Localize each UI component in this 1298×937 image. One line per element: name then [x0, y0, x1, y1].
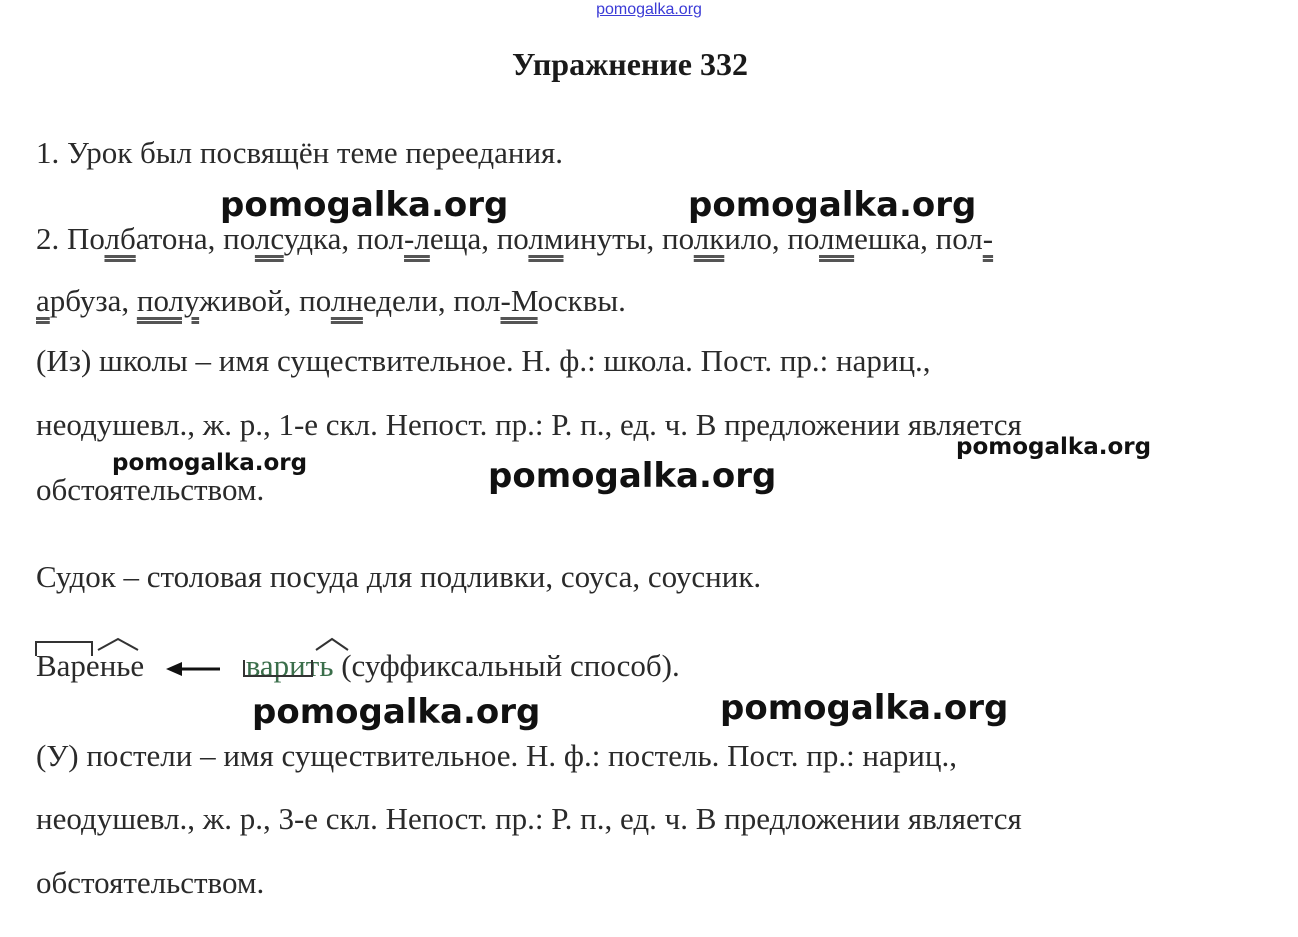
watermark: pomogalka.org	[720, 688, 1009, 728]
morpheme-marks-icon	[34, 636, 154, 660]
watermark: pomogalka.org	[112, 450, 308, 476]
text-line-7: Судок – столовая посуда для подливки, соуса, соусник.	[36, 559, 762, 594]
text-line-4: (Из) школы – имя существительное. Н. ф.: школа. Пост. пр.: нариц.,	[36, 343, 931, 378]
word-varit: варить	[246, 648, 334, 684]
text-line-2: 2. Полбатона, полсудка, пол-леща, полминуты, полкило, полмешка, пол-	[36, 221, 994, 256]
text-line-11: обстоятельством.	[36, 865, 265, 900]
arrow-left-icon	[164, 659, 228, 679]
watermark: pomogalka.org	[688, 185, 977, 225]
watermark: pomogalka.org	[488, 456, 777, 496]
watermark: pomogalka.org	[252, 692, 541, 732]
site-link[interactable]: pomogalka.org	[596, 1, 702, 18]
text-line-10: неодушевл., ж. р., 3-е скл. Непост. пр.: Р. п., ед. ч. В предложении является	[36, 801, 1022, 836]
watermark: pomogalka.org	[220, 185, 509, 225]
text-line-6: обстоятельством.	[36, 472, 265, 507]
page-title: Упражнение 332	[511, 46, 748, 82]
text-line-3: арбуза, полуживой, полнедели, пол-Москвы.	[36, 283, 626, 318]
word-formation-line: Варенье варить (суффиксальный способ).	[36, 648, 680, 684]
text-line-9: (У) постели – имя существительное. Н. ф.: постель. Пост. пр.: нариц.,	[36, 738, 957, 773]
text-line-5: неодушевл., ж. р., 1-е скл. Непост. пр.: Р. п., ед. ч. В предложении является	[36, 407, 1022, 442]
word-varenye: Варенье	[36, 648, 144, 684]
morpheme-marks-icon	[240, 636, 350, 682]
text-line-1: 1. Урок был посвящён теме переедания.	[36, 135, 564, 170]
watermark: pomogalka.org	[956, 434, 1152, 460]
